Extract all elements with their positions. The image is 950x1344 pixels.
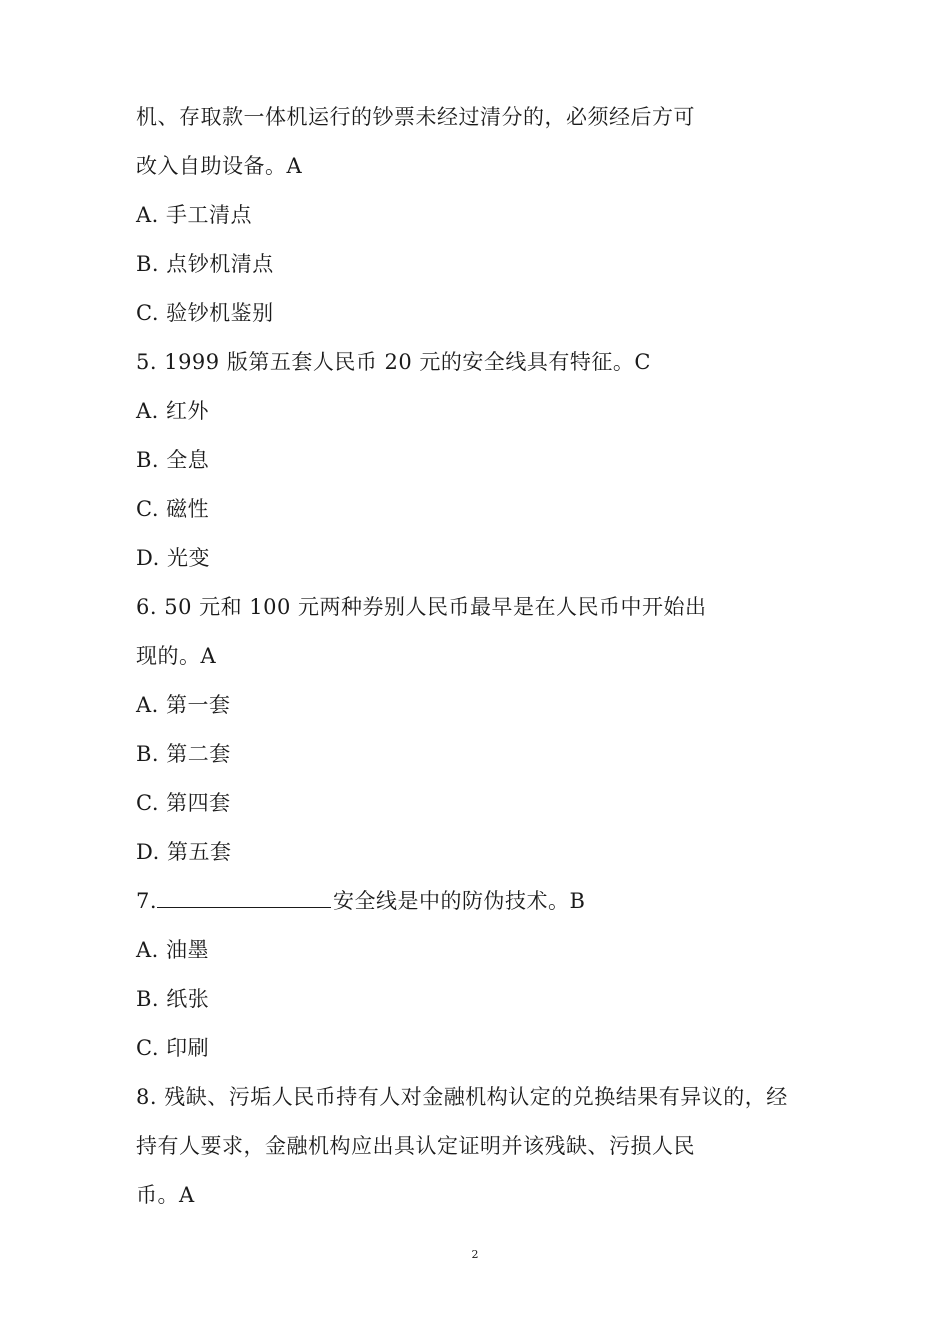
option-line: C. 磁性 bbox=[136, 497, 210, 521]
option-line: C. 第四套 bbox=[136, 791, 231, 815]
question-text: 安全线是中的防伪技术。B bbox=[333, 889, 586, 913]
page-number: 2 bbox=[471, 1248, 479, 1261]
option-line: B. 纸张 bbox=[136, 987, 210, 1011]
text-line: 机、存取款一体机运行的钞票未经过清分的，必须经后方可 bbox=[136, 105, 695, 129]
question-line bbox=[136, 887, 585, 915]
option-line: C. 验钞机鉴别 bbox=[136, 301, 274, 325]
question-line: 6. 50 元和 100 元两种券别人民币最早是在人民币中开始出 bbox=[136, 595, 707, 619]
option-line: B. 第二套 bbox=[136, 742, 231, 766]
option-line: D. 第五套 bbox=[136, 840, 232, 864]
text-line: 改入自助设备。A bbox=[136, 154, 303, 178]
option-line: D. 光变 bbox=[136, 546, 210, 570]
question-line: 8. 残缺、污垢人民币持有人对金融机构认定的兑换结果有异议的，经 bbox=[136, 1085, 788, 1109]
question-number: 7. bbox=[136, 889, 158, 913]
option-line: B. 全息 bbox=[136, 448, 210, 472]
option-line: A. 手工清点 bbox=[136, 203, 253, 227]
text-line: 持有人要求，金融机构应出具认定证明并该残缺、污损人民 bbox=[136, 1134, 695, 1158]
question-line: 5. 1999 版第五套人民币 20 元的安全线具有特征。C bbox=[136, 350, 651, 374]
fill-in-blank bbox=[157, 887, 331, 908]
option-line: C. 印刷 bbox=[136, 1036, 210, 1060]
option-line: B. 点钞机清点 bbox=[136, 252, 274, 276]
option-line: A. 油墨 bbox=[136, 938, 210, 962]
option-line: A. 第一套 bbox=[136, 693, 231, 717]
option-line: A. 红外 bbox=[136, 399, 210, 423]
text-line: 现的。A bbox=[136, 644, 217, 668]
text-line: 币。A bbox=[136, 1183, 195, 1207]
